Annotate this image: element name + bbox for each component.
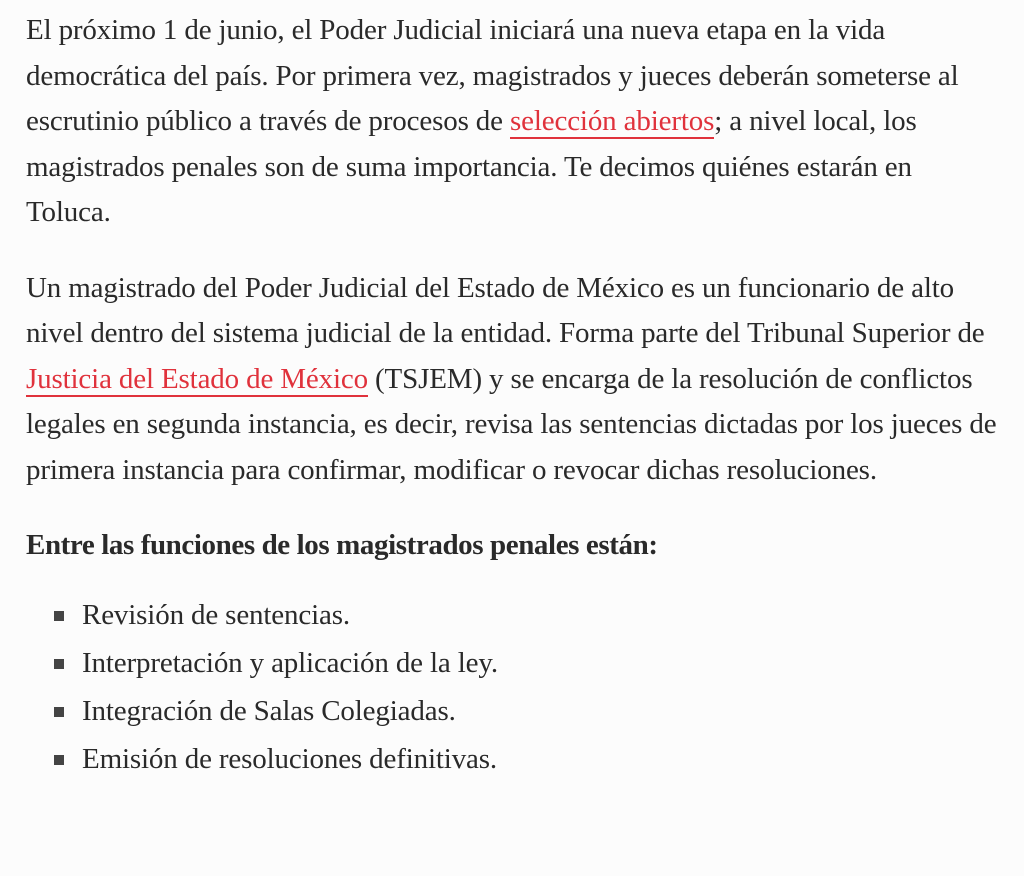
list-item-text: Interpretación y aplicación de la ley. [82, 646, 498, 679]
square-bullet-icon [54, 611, 64, 621]
intro-text-start: El próximo 1 de junio, el Poder Judicial iniciará una nueva etapa en la vida democrática del país. Por primera vez, magistrados y jueces deberán someterse al escrutinio público a través de procesos de [26, 14, 959, 137]
list-item [54, 735, 1001, 783]
magistrado-text-end: (TSJEM) y se encarga de la resolución de conflictos legales en segunda instancia, es decir, revisa las sentencias dictadas por los jueces de primera instancia para confirmar, modificar o revocar dichas resoluciones. [26, 362, 997, 486]
list-item [54, 591, 1001, 639]
list-item-text: Emisión de resoluciones definitivas. [82, 742, 498, 775]
square-bullet-icon [54, 707, 64, 717]
functions-list [26, 591, 1001, 783]
functions-heading: Entre las funciones de los magistrados penales están: [26, 529, 658, 561]
list-item-text: Revisión de sentencias. [82, 598, 350, 631]
magistrado-text-start: Un magistrado del Poder Judicial del Estado de México es un funcionario de alto nivel dentro del sistema judicial de la entidad. Forma parte del Tribunal Superior de [26, 271, 985, 349]
list-item [54, 639, 1001, 687]
list-item [54, 687, 1001, 735]
magistrado-paragraph [26, 266, 1001, 494]
square-bullet-icon [54, 755, 64, 765]
seleccion-abiertos-link[interactable]: selección abiertos [509, 105, 715, 137]
intro-text-end: ; a nivel local, los magistrados penales son de suma importancia. Te decimos quiénes estarán en Toluca. [26, 105, 917, 228]
article-body [26, 8, 1001, 783]
tsjem-link[interactable]: Justicia del Estado de México [26, 362, 368, 395]
list-item-text: Integración de Salas Colegiadas. [82, 694, 456, 727]
intro-paragraph [26, 8, 1001, 236]
square-bullet-icon [54, 659, 64, 669]
